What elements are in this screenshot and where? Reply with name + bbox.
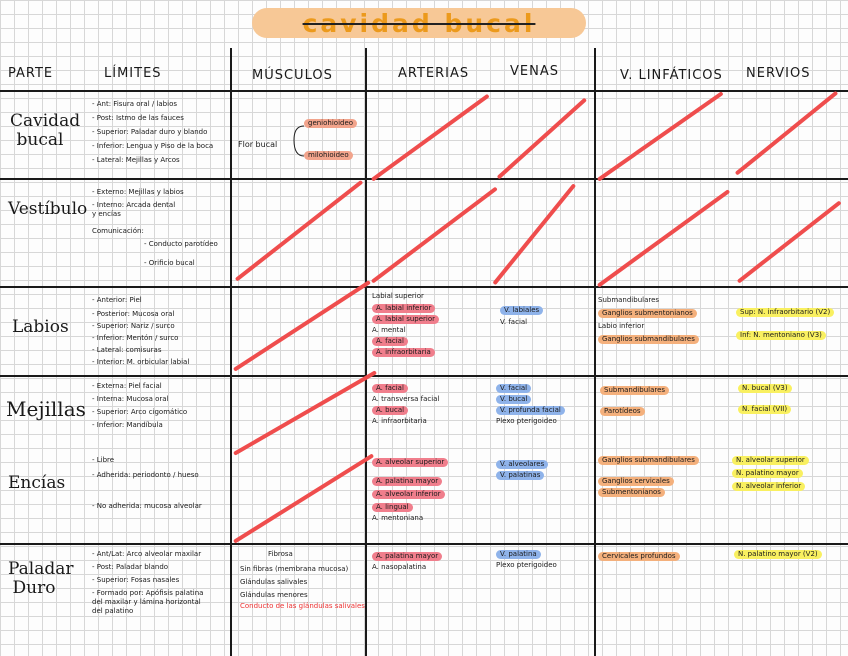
encias-limites: - Libre - Adherida: periodonto / hueso - No adherida: mucosa alveolar — [92, 456, 202, 510]
header-vlinfaticos: V. LINFÁTICOS — [620, 68, 723, 83]
vestibulo-limites: - Externo: Mejillas y labios - Interno: Arcada dental y encías Comunicación: - Conducto parotídeo - Orificio bucal — [92, 188, 218, 267]
header-venas: VENAS — [510, 64, 559, 79]
row-divider — [0, 286, 848, 288]
paladar-limites: - Ant/Lat: Arco alveolar maxilar - Post: Paladar blando - Superior: Fosas nasales - Formado por: Apófisis palatina del maxilar y lámina horizontal del palatino — [92, 550, 204, 615]
labios-nervios: Sup: N. infraorbitario (V2) Inf: N. mentoniano (V3) — [736, 308, 834, 340]
labios-venas: V. labiales V. facial — [500, 306, 543, 327]
paladar-linfaticos: Cervicales profundos — [598, 552, 680, 561]
encias-arterias: A. alveolar superior A. palatina mayor A. alveolar inferior A. lingual A. mentoniana — [372, 458, 448, 523]
brace-icon — [290, 124, 306, 158]
empty-cell-slash — [233, 370, 377, 455]
empty-cell-slash — [497, 98, 587, 180]
mejillas-linfaticos: Submandibulares Parotídeos — [600, 386, 669, 416]
header-limites: LÍMITES — [104, 66, 162, 81]
musculo-geniohioideo: geniohioideo — [304, 119, 357, 128]
column-divider — [230, 48, 232, 656]
mejillas-nervios: N. bucal (V3) N. facial (VII) — [738, 384, 792, 414]
column-divider — [594, 48, 596, 656]
row-divider — [0, 375, 848, 377]
row-label-cavidad: Cavidad bucal — [10, 111, 81, 150]
empty-cell-slash — [597, 189, 730, 287]
empty-cell-slash — [735, 91, 839, 176]
column-divider — [365, 48, 367, 656]
empty-cell-slash — [371, 187, 498, 284]
cavidad-limites: - Ant: Fisura oral / labios - Post: Istmo de las fauces - Superior: Paladar duro y blando - Inferior: Lengua y Piso de la boca - Lateral: Mejillas y Arcos — [92, 100, 214, 164]
musculo-milohioideo: milohioideo — [304, 151, 353, 160]
mejillas-arterias: A. facial A. transversa facial A. bucal A. infraorbitaria — [372, 384, 440, 425]
row-label-paladar: Paladar Duro — [8, 559, 74, 598]
paladar-venas: V. palatina Plexo pterigoideo — [496, 550, 557, 569]
header-musculos: MÚSCULOS — [252, 68, 333, 83]
empty-cell-slash — [233, 280, 371, 372]
paladar-nervios: N. palatino mayor (V2) — [734, 550, 822, 559]
empty-cell-slash — [235, 180, 364, 282]
title-banner — [252, 8, 586, 38]
encias-venas: V. alveolares V. palatinas — [496, 460, 548, 480]
paladar-arterias: A. palatina mayor A. nasopalatina — [372, 552, 442, 572]
mejillas-limites: - Externa: Piel facial - Interna: Mucosa oral - Superior: Arco cigomático - Inferior: Mandíbula — [92, 382, 188, 429]
row-label-vestibulo: Vestíbulo — [8, 199, 88, 219]
encias-nervios: N. alveolar superior N. palatino mayor N. alveolar inferior — [732, 456, 809, 491]
row-divider — [0, 543, 848, 545]
empty-cell-slash — [371, 94, 490, 182]
paladar-musculos: Fibrosa Sin fibras (membrana mucosa) Glándulas salivales Glándulas menores Conducto de las glándulas salivales — [240, 550, 365, 610]
empty-cell-slash — [492, 183, 576, 285]
header-parte: PARTE — [8, 66, 54, 81]
header-nervios: NERVIOS — [746, 66, 811, 81]
empty-cell-slash — [597, 91, 724, 181]
empty-cell-slash — [233, 453, 374, 543]
encias-linfaticos: Ganglios submandibulares Ganglios cervicales Submentonianos — [598, 456, 699, 497]
row-divider — [0, 178, 848, 180]
musculo-root: Flor bucal — [238, 140, 278, 149]
labios-arterias: Labial superior A. labial inferior A. labial superior A. mental A. facial A. infraorbitaria — [372, 292, 439, 357]
header-arterias: ARTERIAS — [398, 66, 470, 81]
labios-linfaticos: Submandibulares Ganglios submentonianos Labio inferior Ganglios submandibulares — [598, 296, 699, 344]
empty-cell-slash — [737, 200, 842, 283]
mejillas-venas: V. facial V. bucal V. profunda facial Plexo pterigoideo — [496, 384, 565, 426]
labios-limites: - Anterior: Piel - Posterior: Mucosa oral - Superior: Nariz / surco - Inferior: Mentón / surco - Lateral: comisuras - Interior: M. orbicular labial — [92, 296, 190, 366]
row-label-labios: Labios — [12, 317, 69, 337]
row-label-encias: Encías — [8, 473, 66, 493]
row-label-mejillas: Mejillas — [6, 397, 86, 421]
page-title: cavidad bucal — [302, 8, 536, 38]
